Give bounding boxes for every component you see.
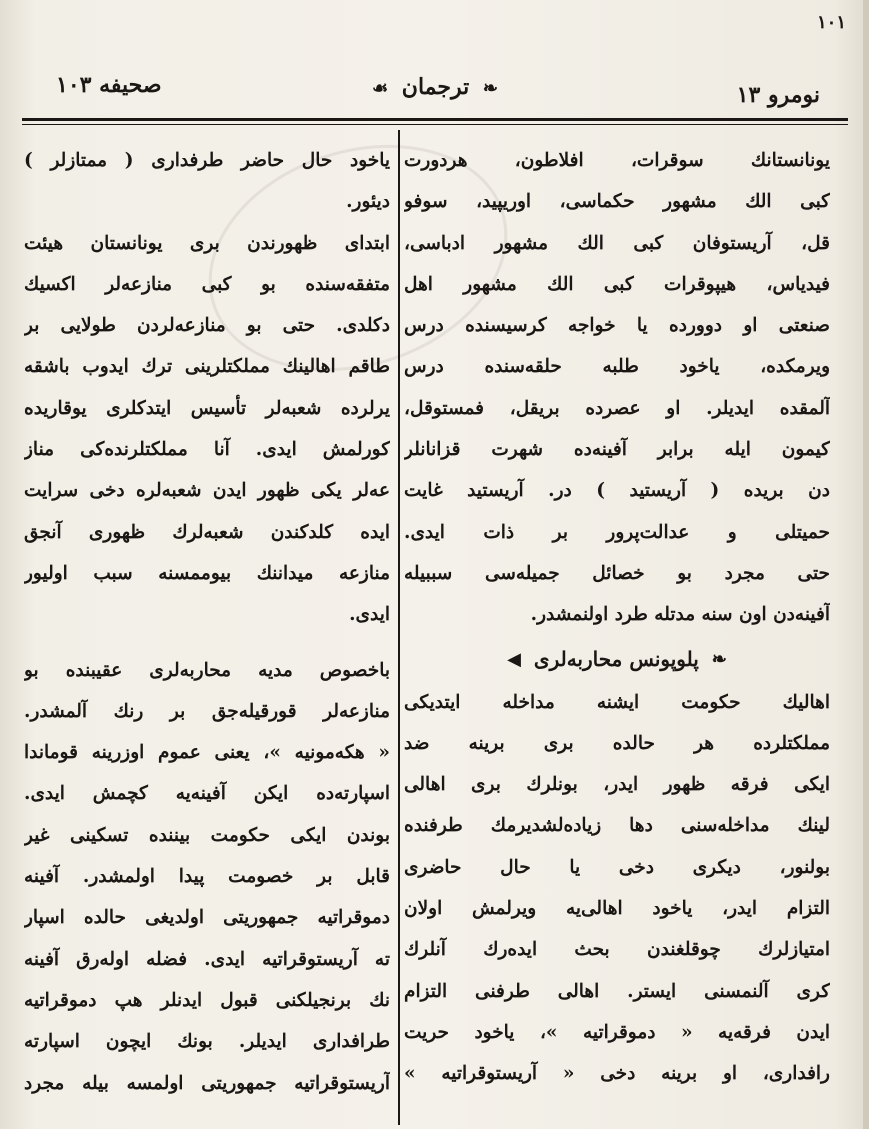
text-line: مملكتلرده هر حالده بری برینه ضد xyxy=(404,732,830,754)
text-line: حمیتلی و عدالت‌پرور بر ذات ایدی. xyxy=(404,521,830,543)
text-line: رافداری، او برینه دخی « آریستوقراتیه » xyxy=(404,1063,830,1085)
text-line: بوندن ایكی حكومت بیننده تسكینی غیر xyxy=(24,824,390,846)
text-line: دیئور. xyxy=(346,191,390,213)
header-rule-thin xyxy=(22,124,848,125)
text-line: دن بریده ( آریستید ) در. آریستید غایت xyxy=(404,480,830,502)
text-line: اهالیك حكومت ایشنه مداخله ایتدیكی xyxy=(404,691,830,713)
text-line: كورلمش ایدی. آنا مملكتلرنده‌كی مناز xyxy=(24,439,390,461)
text-line: باخصوص مدیه محاربه‌لری عقیبنده بو xyxy=(24,659,390,681)
heading-ornament-left-icon: ◀ xyxy=(507,649,521,671)
paragraph-gap xyxy=(24,636,390,650)
text-line: ایده كلدكندن شعبه‌لرك ظهوری آنجق xyxy=(24,521,390,543)
section-heading-text: پلوپونس محاربه‌لری xyxy=(533,646,699,671)
text-line: كیمون ایله برابر آفینه‌ده شهرت قزانانلر xyxy=(404,439,830,461)
text-line: كری آلنمسنی ایستر. اهالی طرفنی التزام xyxy=(404,980,830,1002)
text-line: طاقم اهالینك مملكتلرینی ترك ایدوب باشقه xyxy=(24,356,390,378)
page-header xyxy=(20,12,850,120)
masthead xyxy=(20,74,850,100)
heading-ornament-right-icon: ❧ xyxy=(711,649,727,671)
masthead-title: ترجمان xyxy=(401,74,470,100)
text-line: فیدیاس، هیپوقرات كبی الك مشهور اهل xyxy=(404,273,830,295)
section-heading xyxy=(404,636,830,682)
text-line: ویرمكده، یاخود طلبه حلقه‌سنده درس xyxy=(404,356,830,378)
text-line: آلمقده ایدیلر. او عصرده بریقل، فمستوقل، xyxy=(404,397,830,419)
text-line: یرلرده شعبه‌لر تأسیس ایتدكلری یوقاریده xyxy=(24,397,390,419)
text-line: آریستوقراتیه جمهوریتی اولمسه بیله مجرد xyxy=(24,1072,390,1094)
text-line: متفقه‌سنده بو كبی منازعه‌لر اكسیك xyxy=(24,273,390,295)
text-line: قل، آریستوفان كبی الك مشهور ادباسی، xyxy=(404,232,830,254)
text-line: امتیازلرك چوقلغندن بحث ایده‌رك آنلرك xyxy=(404,939,830,961)
text-line: « هكه‌مونیه »، یعنی عموم اوزرینه قوماندا xyxy=(24,742,390,764)
text-line: ته آریستوقراتیه ایدی. فضله اوله‌رق آفینه xyxy=(24,948,390,970)
ornament-left-icon: ❧ xyxy=(482,77,499,99)
text-line: عه‌لر یكی ظهور ایدن شعبه‌لره دخی سرایت xyxy=(24,480,390,502)
page-label: صحیفه ۱۰۳ xyxy=(56,72,162,98)
top-page-number: ۱۰۱ xyxy=(816,12,846,33)
text-line: حتی مجرد بو خصائل جمیله‌سی سببیله xyxy=(404,562,830,584)
page-edge xyxy=(863,0,869,1129)
text-line: قابل بر خصومت پیدا اولمشدر. آفینه xyxy=(24,866,390,888)
text-line: ایدی. xyxy=(349,604,390,626)
text-line: نك برنجیلكنی قبول ایدنلر هپ دموقراتیه xyxy=(24,989,390,1011)
left-column xyxy=(24,140,390,1104)
header-rule-thick xyxy=(22,118,848,121)
text-line: ایدن فرقه‌یه « دموقراتیه »، یاخود حریت xyxy=(404,1021,830,1043)
text-line: دموقراتیه جمهوریتی اولدیغی حالده اسپار xyxy=(24,907,390,929)
text-line: یاخود حال حاضر طرفداری ( ممتازلر ) xyxy=(24,150,390,171)
text-line: اسپارته‌ده ایكن آفینه‌یه كچمش ایدی. xyxy=(24,783,390,805)
text-line: بولنور، دیكری دخی یا حال حاضری xyxy=(404,856,830,878)
text-line: طرافداری ایدیلر. بونك ایچون اسپارته xyxy=(24,1031,390,1053)
text-line: ابتدای ظهورندن بری یونانستان هیئت xyxy=(24,232,390,254)
text-line: منازعه میداننك بیوممسنه سبب اولیور xyxy=(24,562,390,584)
text-line: صنعتی او دوورده یا خواجه كرسیسنده درس xyxy=(404,315,830,337)
ornament-right-icon: ☙ xyxy=(371,77,389,99)
text-line: دكلدی. حتی بو منازعه‌لردن طولایی بر xyxy=(24,315,390,337)
issue-number: نومرو ۱۳ xyxy=(736,82,820,108)
text-line: التزام ایدر، یاخود اهالی‌یه ویرلمش اولان xyxy=(404,898,830,920)
text-line: منازعه‌لر قورقیله‌جق بر رنك آلمشدر. xyxy=(24,700,390,722)
text-line: یونانستانك سوقرات، افلاطون، هردورت xyxy=(404,150,830,171)
text-line: كبی الك مشهور حكماسی، اوریپید، سوفو xyxy=(404,191,830,213)
text-line: ایكی فرقه ظهور ایدر، بونلرك بری اهالی xyxy=(404,774,830,796)
right-column xyxy=(404,140,830,1095)
column-divider xyxy=(398,130,400,1125)
text-line: لینك مداخله‌سنی دها زیاده‌لشدیرمك طرفنده xyxy=(404,815,830,837)
text-line: آفینه‌دن اون سنه مدتله طرد اولنمشدر. xyxy=(530,604,830,626)
